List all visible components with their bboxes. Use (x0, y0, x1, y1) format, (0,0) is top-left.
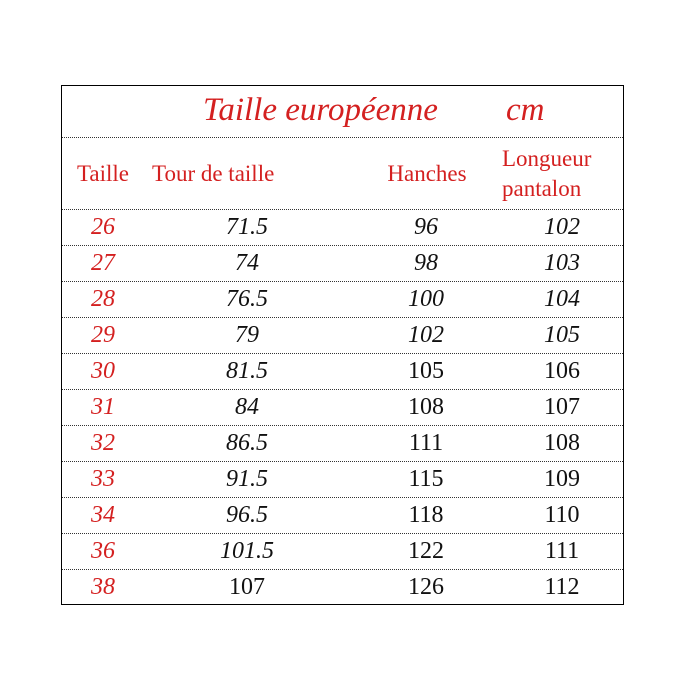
table-row (62, 498, 623, 534)
cell-length: 103 (544, 250, 580, 276)
cell-length: 102 (544, 214, 580, 240)
cell-hips: 122 (408, 538, 444, 564)
cell-hips: 118 (408, 502, 444, 528)
cell-length: 112 (544, 573, 580, 600)
cell-hips: 111 (408, 430, 444, 456)
cell-length: 105 (544, 322, 580, 348)
cell-hips: 126 (408, 573, 444, 600)
cell-waist: 101.5 (220, 538, 274, 564)
table-row (62, 210, 623, 246)
table-row (62, 318, 623, 354)
header-length-line2: pantalon (502, 175, 582, 201)
cell-size: 27 (91, 250, 115, 276)
cell-size: 29 (91, 322, 115, 348)
size-chart-table (61, 85, 624, 605)
cell-waist: 96.5 (226, 502, 268, 528)
header-size: Taille (76, 160, 130, 186)
cell-waist: 84 (235, 394, 259, 420)
table-row (62, 570, 623, 604)
cell-waist: 74 (235, 250, 259, 276)
table-row (62, 426, 623, 462)
cell-size: 30 (91, 358, 115, 384)
cell-hips: 115 (408, 466, 444, 492)
cell-length: 110 (544, 502, 580, 528)
cell-size: 38 (91, 573, 115, 600)
table-header-row (62, 138, 623, 210)
header-length-line1: Longueur (502, 145, 592, 171)
table-row (62, 354, 623, 390)
cell-hips: 105 (408, 358, 444, 384)
cell-length: 108 (544, 430, 580, 456)
cell-length: 106 (544, 358, 580, 384)
cell-hips: 96 (414, 214, 438, 240)
table-row (62, 246, 623, 282)
table-title: Taille européenne (203, 92, 438, 128)
table-unit: cm (506, 92, 545, 128)
cell-length: 111 (544, 538, 580, 564)
table-row (62, 390, 623, 426)
cell-hips: 102 (408, 322, 444, 348)
cell-waist: 76.5 (226, 286, 268, 312)
cell-length: 104 (544, 286, 580, 312)
table-title-row (62, 86, 623, 138)
cell-size: 36 (91, 538, 115, 564)
cell-length: 109 (544, 466, 580, 492)
cell-size: 26 (91, 214, 115, 240)
cell-size: 28 (91, 286, 115, 312)
cell-hips: 108 (408, 394, 444, 420)
table-row (62, 282, 623, 318)
cell-length: 107 (544, 394, 580, 420)
cell-waist: 91.5 (226, 466, 268, 492)
cell-size: 33 (91, 466, 115, 492)
header-hips: Hanches (387, 160, 467, 186)
cell-waist: 107 (229, 573, 265, 600)
cell-waist: 81.5 (226, 358, 268, 384)
cell-waist: 71.5 (226, 214, 268, 240)
table-row (62, 534, 623, 570)
cell-size: 34 (91, 502, 115, 528)
cell-hips: 100 (408, 286, 444, 312)
table-row (62, 462, 623, 498)
cell-size: 32 (91, 430, 115, 456)
header-length (502, 138, 612, 209)
cell-size: 31 (91, 394, 115, 420)
cell-waist: 86.5 (226, 430, 268, 456)
cell-waist: 79 (235, 322, 259, 348)
cell-hips: 98 (414, 250, 438, 276)
header-waist: Tour de taille (152, 160, 275, 186)
